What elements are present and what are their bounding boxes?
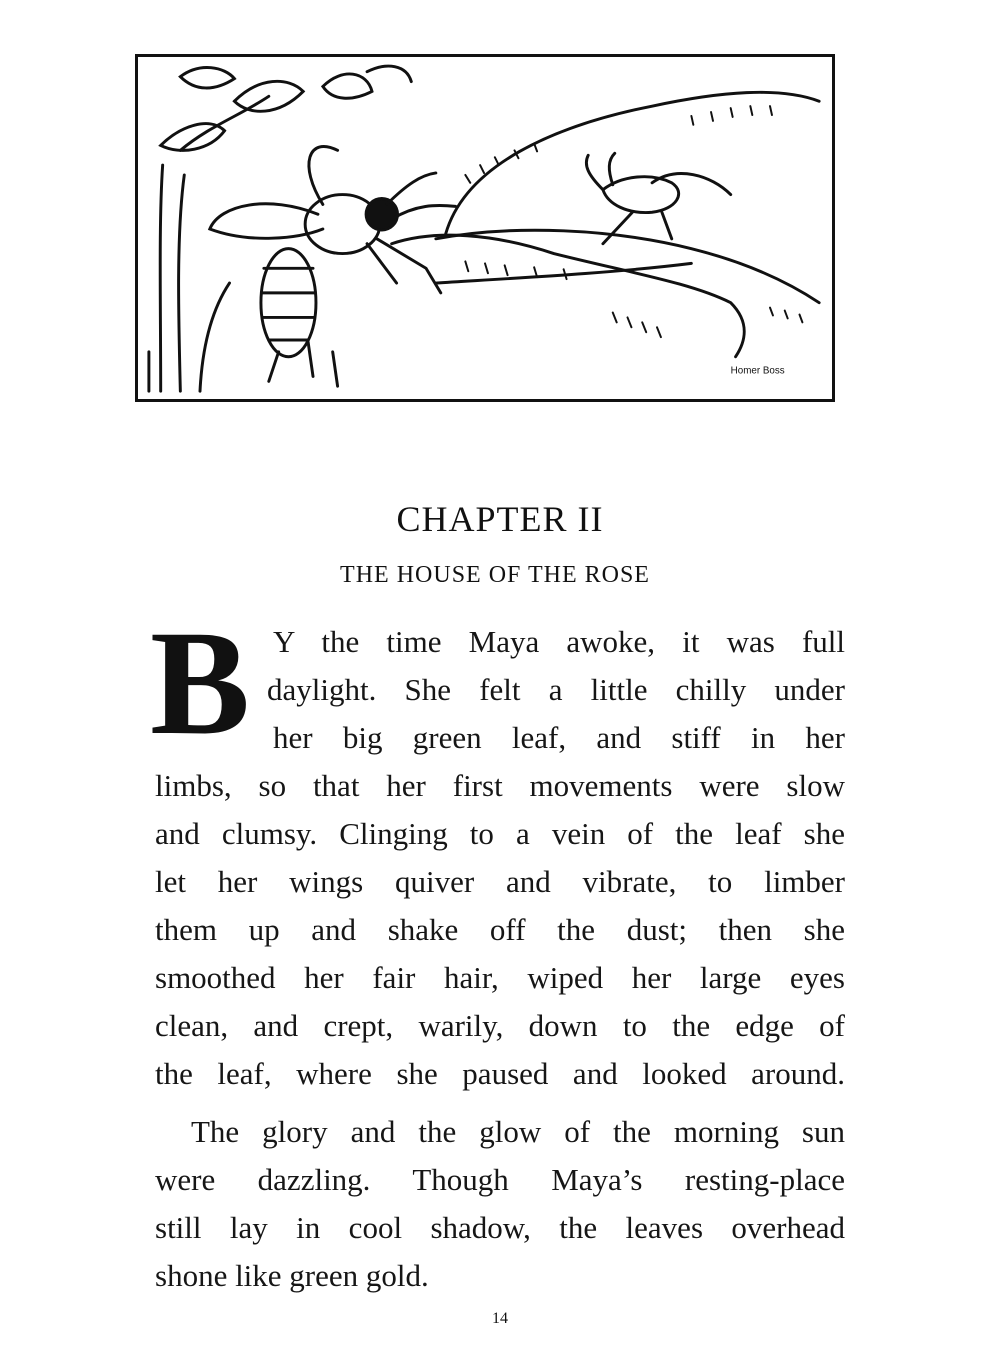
text-line: Y the time Maya awoke, it was full <box>273 624 845 659</box>
chapter-title: CHAPTER II <box>396 499 604 539</box>
text-line: still lay in cool shadow, the leaves overhead <box>155 1210 845 1245</box>
text-line: her big green leaf, and stiff in her <box>273 720 845 755</box>
text-line: let her wings quiver and vibrate, to limber <box>155 864 845 899</box>
text-line: them up and shake off the dust; then she <box>155 912 845 947</box>
paragraph-1 <box>155 618 845 1098</box>
illustrator-signature: Homer Boss <box>730 365 785 377</box>
chapter-illustration <box>135 54 835 402</box>
text-line: shone like green gold. <box>155 1258 429 1293</box>
bee-and-leaf-illustration <box>138 57 832 399</box>
text-line: smoothed her fair hair, wiped her large eyes <box>155 960 845 995</box>
text-line: The glory and the glow of the morning sun <box>191 1114 845 1149</box>
text-line: were dazzling. Though Maya’s resting-place <box>155 1162 845 1197</box>
chapter-subtitle: THE HOUSE OF THE ROSE <box>340 562 650 588</box>
text-line: and clumsy. Clinging to a vein of the leaf she <box>155 816 845 851</box>
text-line: daylight. She felt a little chilly under <box>267 672 845 707</box>
drop-cap: B <box>150 600 251 766</box>
text-line: clean, and crept, warily, down to the edge of <box>155 1008 845 1043</box>
page-number: 14 <box>492 1310 508 1327</box>
paragraph-2 <box>155 1108 845 1300</box>
text-line: limbs, so that her first movements were slow <box>155 768 845 803</box>
text-line: the leaf, where she paused and looked around. <box>155 1056 845 1091</box>
